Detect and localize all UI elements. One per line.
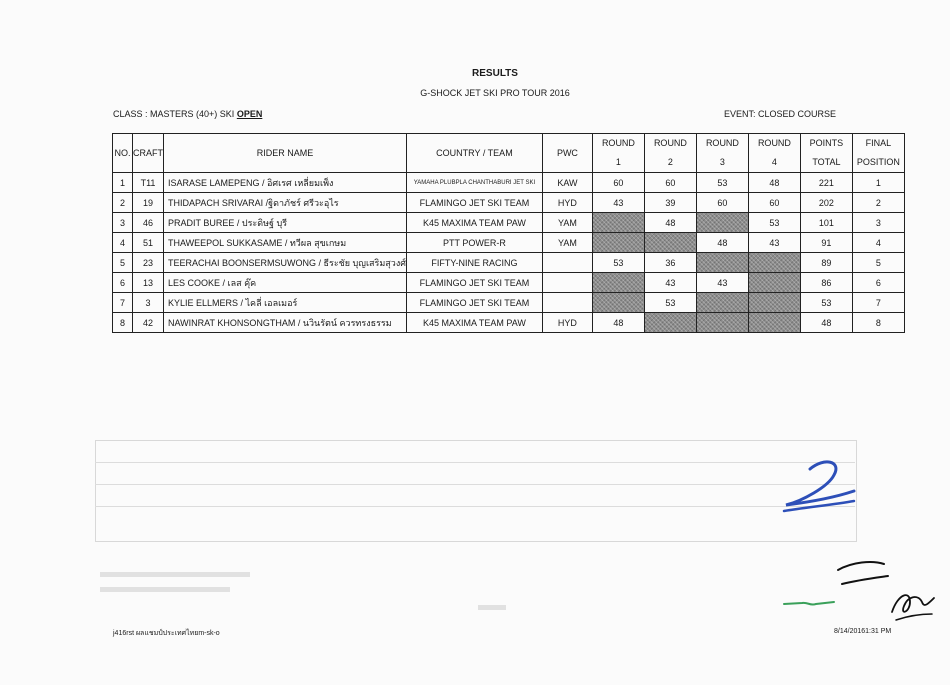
cell-craft: T11	[133, 173, 164, 193]
bleed-through-line	[95, 462, 855, 463]
class-open-label: OPEN	[236, 109, 263, 119]
cell-rider-name: KYLIE ELLMERS / ไคลี่ เอลเมอร์	[164, 293, 407, 313]
cell-round-2: 60	[644, 173, 696, 193]
cell-no: 2	[113, 193, 133, 213]
cell-craft: 19	[133, 193, 164, 213]
cell-rider-name: NAWINRAT KHONSONGTHAM / นวินรัตน์ ควรทรงธรรม	[164, 313, 407, 333]
cell-rider-name: THIDAPACH SRIVARAI /ฐิดาภัชร์ ศรีวะอุไร	[164, 193, 407, 213]
cell-craft: 3	[133, 293, 164, 313]
header-pwc: PWC	[542, 134, 592, 173]
cell-no: 7	[113, 293, 133, 313]
header-rider: RIDER NAME	[164, 134, 407, 173]
cell-no: 1	[113, 173, 133, 193]
event-subtitle: G-SHOCK JET SKI PRO TOUR 2016	[420, 88, 570, 98]
cell-pwc	[542, 293, 592, 313]
cell-points-total: 48	[800, 313, 852, 333]
signature-blue	[780, 455, 860, 515]
table-row	[113, 193, 905, 213]
class-line	[113, 109, 262, 119]
cell-round-3	[696, 293, 748, 313]
cell-round-4	[748, 313, 800, 333]
bleed-through-line	[95, 484, 855, 485]
cell-round-4: 43	[748, 233, 800, 253]
cell-team: FLAMINGO JET SKI TEAM	[406, 293, 542, 313]
footer-file-label: j416rst ผลแชมป์ประเทศไทยm-sk-o	[113, 630, 220, 637]
cell-final-position: 2	[852, 193, 904, 213]
cell-points-total: 101	[800, 213, 852, 233]
cell-team: FLAMINGO JET SKI TEAM	[406, 273, 542, 293]
signature-black	[832, 556, 892, 588]
cell-points-total: 89	[800, 253, 852, 273]
footer-timestamp: 8/14/20161:31 PM	[834, 628, 892, 635]
cell-round-2: 48	[644, 213, 696, 233]
table-row	[113, 173, 905, 193]
signature-black-scribble	[888, 586, 938, 624]
cell-round-3: 53	[696, 173, 748, 193]
cell-final-position: 3	[852, 213, 904, 233]
cell-no: 5	[113, 253, 133, 273]
cell-no: 6	[113, 273, 133, 293]
cell-final-position: 1	[852, 173, 904, 193]
bleed-through-table	[95, 440, 857, 542]
cell-round-2: 53	[644, 293, 696, 313]
bleed-through-text	[478, 605, 506, 610]
cell-round-4: 53	[748, 213, 800, 233]
cell-pwc: HYD	[542, 313, 592, 333]
cell-round-3	[696, 313, 748, 333]
cell-no: 3	[113, 213, 133, 233]
cell-rider-name: THAWEEPOL SUKKASAME / ทวีผล สุขเกษม	[164, 233, 407, 253]
table-header-row	[113, 134, 905, 173]
cell-round-4: 48	[748, 173, 800, 193]
cell-round-2: 43	[644, 273, 696, 293]
bleed-through-line	[95, 506, 855, 507]
cell-pwc: YAM	[542, 233, 592, 253]
cell-points-total: 202	[800, 193, 852, 213]
cell-round-1	[592, 213, 644, 233]
cell-round-1: 60	[592, 173, 644, 193]
cell-round-3: 60	[696, 193, 748, 213]
header-round-3: ROUND 3	[696, 134, 748, 173]
bleed-through-text	[100, 587, 230, 592]
header-points-total: POINTS TOTAL	[800, 134, 852, 173]
cell-pwc: YAM	[542, 213, 592, 233]
cell-no: 8	[113, 313, 133, 333]
cell-points-total: 221	[800, 173, 852, 193]
cell-craft: 51	[133, 233, 164, 253]
cell-pwc	[542, 273, 592, 293]
header-no: NO.	[113, 134, 133, 173]
cell-final-position: 5	[852, 253, 904, 273]
header-craft: CRAFT	[133, 134, 164, 173]
header-round-4: ROUND 4	[748, 134, 800, 173]
cell-pwc	[542, 253, 592, 273]
cell-round-3	[696, 253, 748, 273]
cell-round-1	[592, 273, 644, 293]
cell-final-position: 7	[852, 293, 904, 313]
cell-pwc: HYD	[542, 193, 592, 213]
cell-pwc: KAW	[542, 173, 592, 193]
cell-round-3: 48	[696, 233, 748, 253]
cell-final-position: 4	[852, 233, 904, 253]
cell-round-1: 43	[592, 193, 644, 213]
cell-points-total: 53	[800, 293, 852, 313]
cell-craft: 23	[133, 253, 164, 273]
cell-round-4	[748, 253, 800, 273]
class-label: CLASS : MASTERS (40+) SKI	[113, 109, 235, 119]
cell-round-1: 48	[592, 313, 644, 333]
table-row	[113, 233, 905, 253]
header-country: COUNTRY / TEAM	[406, 134, 542, 173]
table-row	[113, 293, 905, 313]
cell-points-total: 91	[800, 233, 852, 253]
cell-round-1	[592, 233, 644, 253]
cell-craft: 13	[133, 273, 164, 293]
cell-final-position: 8	[852, 313, 904, 333]
results-title: RESULTS	[472, 68, 518, 79]
cell-no: 4	[113, 233, 133, 253]
cell-team: PTT POWER-R	[406, 233, 542, 253]
cell-team: K45 MAXIMA TEAM PAW	[406, 213, 542, 233]
cell-round-4: 60	[748, 193, 800, 213]
cell-team: YAMAHA PLUBPLA CHANTHABURI JET SKI	[406, 173, 542, 193]
table-row	[113, 313, 905, 333]
cell-rider-name: PRADIT BUREE / ประดิษฐ์ บุรี	[164, 213, 407, 233]
bleed-through-text	[100, 572, 250, 577]
cell-team: K45 MAXIMA TEAM PAW	[406, 313, 542, 333]
cell-team: FLAMINGO JET SKI TEAM	[406, 193, 542, 213]
cell-rider-name: LES COOKE / เลส คุ๊ค	[164, 273, 407, 293]
cell-round-1: 53	[592, 253, 644, 273]
cell-round-2: 36	[644, 253, 696, 273]
signature-green	[780, 594, 840, 610]
cell-round-3: 43	[696, 273, 748, 293]
results-table	[112, 133, 905, 333]
header-round-2: ROUND 2	[644, 134, 696, 173]
cell-final-position: 6	[852, 273, 904, 293]
cell-round-4	[748, 293, 800, 313]
cell-round-2	[644, 313, 696, 333]
header-final-position: FINAL POSITION	[852, 134, 904, 173]
header-round-1: ROUND 1	[592, 134, 644, 173]
cell-round-1	[592, 293, 644, 313]
cell-team: FIFTY-NINE RACING	[406, 253, 542, 273]
cell-round-4	[748, 273, 800, 293]
cell-rider-name: TEERACHAI BOONSERMSUWONG / ธีระชัย บุญเสริมสุวงศ์	[164, 253, 407, 273]
cell-rider-name: ISARASE LAMEPENG / อิศเรศ เหลี่ยมเพ็ง	[164, 173, 407, 193]
event-label: EVENT: CLOSED COURSE	[724, 109, 837, 119]
cell-points-total: 86	[800, 273, 852, 293]
table-row	[113, 273, 905, 293]
cell-round-2	[644, 233, 696, 253]
table-row	[113, 253, 905, 273]
cell-craft: 46	[133, 213, 164, 233]
cell-craft: 42	[133, 313, 164, 333]
cell-round-2: 39	[644, 193, 696, 213]
cell-round-3	[696, 213, 748, 233]
table-row	[113, 213, 905, 233]
